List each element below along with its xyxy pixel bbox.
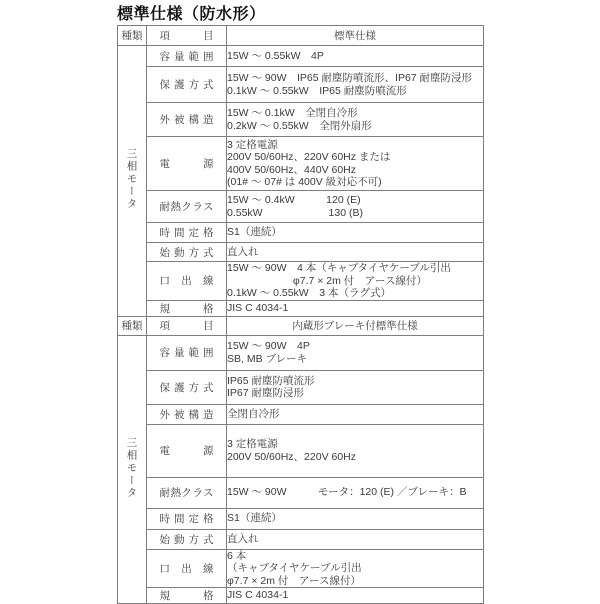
spec-line: 直入れ: [227, 245, 259, 258]
spec-line: 200V 50/60Hz、220V 60Hz: [227, 450, 356, 463]
table-row: [118, 67, 484, 103]
spec-protection-method: [227, 67, 484, 103]
table-row: [118, 477, 484, 508]
spec-line: 15W ～ 90W モータ：120 (E) ／ブレーキ：B: [227, 486, 467, 499]
item-standard: 規格: [147, 300, 227, 316]
table-row: [118, 404, 484, 424]
item-protection-method: 保護方式: [147, 370, 227, 404]
table-row: [118, 508, 484, 529]
table-row: [118, 103, 484, 137]
table-row: [118, 137, 484, 191]
page-title: 標準仕様（防水形）: [117, 6, 266, 23]
spec-line: 15W ～ 90W IP65 耐塵防噴流形、IP67 耐塵防浸形: [227, 72, 473, 84]
spec-thermal-class: [227, 477, 484, 508]
spec-line: 200V 50/60Hz、220V 60Hz または: [227, 151, 391, 163]
spec-line: SB, MB ブレーキ: [227, 352, 308, 365]
spec-line: JIS C 4034-1: [227, 301, 289, 314]
item-starting-method: 始動方式: [147, 243, 227, 262]
spec-starting-method: [227, 243, 484, 262]
spec-line: 0.1kW ～ 0.55kW IP65 耐塵防噴流形: [227, 84, 407, 97]
table-row: [118, 262, 484, 301]
spec-line: 15W ～ 90W 4P: [227, 340, 310, 352]
spec-lead-wire: [227, 549, 484, 588]
item-starting-method: 始動方式: [147, 529, 227, 549]
spec-line: 400V 50/60Hz、440V 60Hz: [227, 163, 356, 176]
header-kind: 種類: [118, 26, 147, 46]
item-time-rating: 時間定格: [147, 508, 227, 529]
spec-line: IP65 耐塵防噴流形: [227, 374, 315, 387]
table-row: [118, 191, 484, 223]
spec-line: φ7.7 × 2m 付 アース線付）: [227, 274, 427, 287]
spec-table: [117, 25, 484, 604]
table-row: [118, 529, 484, 549]
item-lead-wire: 口出線: [147, 549, 227, 588]
table-row: [118, 424, 484, 477]
spec-power-supply: [227, 137, 484, 191]
spec-line: 15W ～ 0.55kW 4P: [227, 49, 324, 62]
spec-line: 3 定格電源: [227, 438, 278, 450]
item-enclosure-structure: 外被構造: [147, 404, 227, 424]
spec-line: 15W ～ 0.4kW 120 (E): [227, 194, 361, 206]
spec-line: S1（連続）: [227, 226, 282, 239]
table-row: [118, 370, 484, 404]
spec-starting-method: [227, 529, 484, 549]
spec-protection-method: [227, 370, 484, 404]
spec-power-supply: [227, 424, 484, 477]
spec-capacity-range: [227, 335, 484, 370]
spec-enclosure-structure: [227, 103, 484, 137]
item-time-rating: 時間定格: [147, 223, 227, 243]
item-power-supply: 電源: [147, 424, 227, 477]
header-kind: 種類: [118, 316, 147, 335]
spec-standard: [227, 588, 484, 604]
item-power-supply: 電源: [147, 137, 227, 191]
spec-line: 全閉自冷形: [227, 407, 280, 420]
header-spec: 内蔵形ブレーキ付標準仕様: [227, 316, 484, 335]
spec-time-rating: [227, 508, 484, 529]
spec-enclosure-structure: [227, 404, 484, 424]
item-capacity-range: 容量範囲: [147, 46, 227, 67]
header-item: 項目: [147, 26, 227, 46]
header-spec: 標準仕様: [227, 26, 484, 46]
item-enclosure-structure: 外被構造: [147, 103, 227, 137]
table-row: [118, 243, 484, 262]
table-row: [118, 300, 484, 316]
spec-line: 3 定格電源: [227, 138, 278, 151]
table-row: [118, 46, 484, 67]
spec-lead-wire: [227, 262, 484, 301]
table1-header-row: [118, 26, 484, 46]
category-vertical-label: 三相モータ: [118, 46, 147, 317]
spec-line: 0.2kW ～ 0.55kW 全閉外扇形: [227, 119, 372, 132]
spec-line: 15W ～ 0.1kW 全閉自冷形: [227, 107, 358, 119]
header-item: 項目: [147, 316, 227, 335]
category-vertical-label: 三相モータ: [118, 335, 147, 604]
spec-line: （キャブタイヤケーブル引出: [227, 562, 362, 574]
table2-header-row: [118, 316, 484, 335]
table-row: [118, 549, 484, 588]
spec-thermal-class: [227, 191, 484, 223]
spec-time-rating: [227, 223, 484, 243]
item-thermal-class: 耐熱クラス: [147, 191, 227, 223]
table-row: [118, 335, 484, 370]
spec-standard: [227, 300, 484, 316]
spec-line: (01# ～ 07# は 400V 級対応不可): [227, 176, 382, 188]
table-row: [118, 588, 484, 604]
item-capacity-range: 容量範囲: [147, 335, 227, 370]
item-lead-wire: 口出線: [147, 262, 227, 301]
spec-line: JIS C 4034-1: [227, 589, 289, 602]
spec-line: φ7.7 × 2m 付 アース線付）: [227, 574, 362, 587]
table-row: [118, 223, 484, 243]
spec-line: 6 本: [227, 549, 247, 562]
spec-line: 0.1kW ～ 0.55kW 3 本（ラグ式）: [227, 287, 391, 299]
spec-line: 15W ～ 90W 4 本（キャブタイヤケーブル引出: [227, 262, 451, 274]
spec-line: S1（連続）: [227, 512, 282, 525]
item-protection-method: 保護方式: [147, 67, 227, 103]
item-standard: 規格: [147, 588, 227, 604]
spec-capacity-range: [227, 46, 484, 67]
spec-line: 直入れ: [227, 532, 259, 545]
item-thermal-class: 耐熱クラス: [147, 477, 227, 508]
spec-line: 0.55kW 130 (B): [227, 206, 363, 219]
spec-line: IP67 耐塵防浸形: [227, 387, 305, 399]
